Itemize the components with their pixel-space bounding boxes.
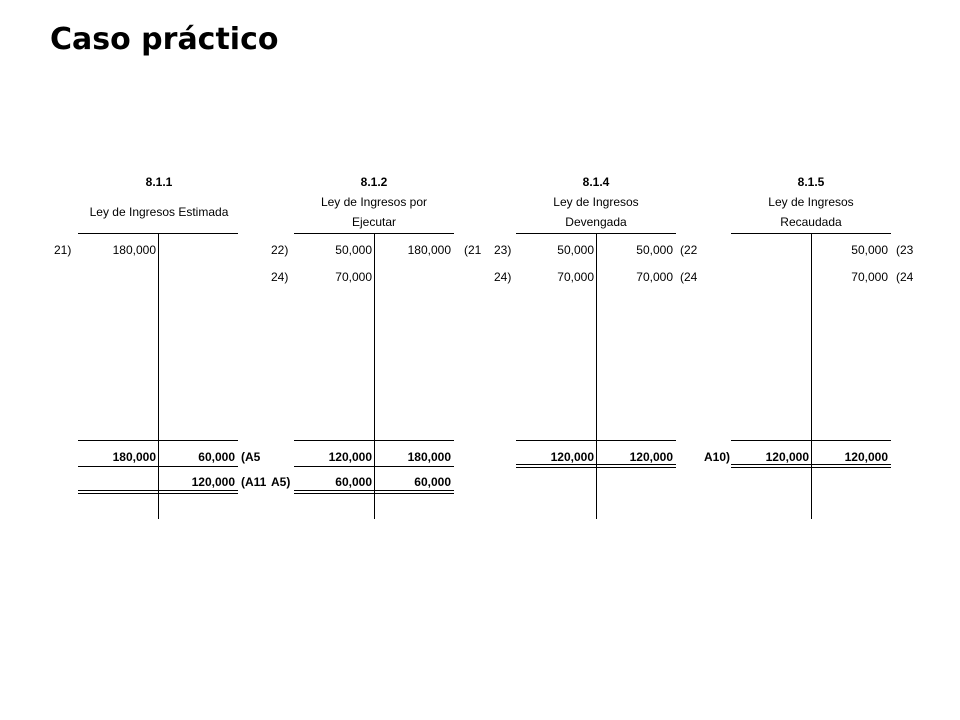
double-rule (731, 464, 891, 468)
entry-ref: A5) (271, 475, 291, 489)
debit-total: 120,000 (765, 450, 809, 464)
total-line (731, 440, 891, 441)
credit-total: 120,000 (844, 450, 888, 464)
entry-ref: (22 (680, 243, 698, 257)
entry-ref: A10) (704, 450, 731, 464)
entry-ref: (21 (464, 243, 482, 257)
entry-ref: 24) (271, 270, 289, 284)
credit-value: 180,000 (407, 243, 451, 257)
account-name: Ley de Ingresos (768, 195, 854, 209)
entry-ref: (23 (896, 243, 914, 257)
account-name: Devengada (565, 215, 627, 229)
closing-credit: 120,000 (191, 475, 235, 489)
debit-total: 120,000 (328, 450, 372, 464)
account-name: Ley de Ingresos (553, 195, 639, 209)
credit-value: 50,000 (851, 243, 888, 257)
closing-debit: 60,000 (335, 475, 372, 489)
entry-ref: (24 (680, 270, 698, 284)
credit-value: 50,000 (636, 243, 673, 257)
account-name: Ejecutar (351, 215, 397, 229)
entry-ref: 23) (494, 243, 512, 257)
entry-ref: 21) (54, 243, 72, 257)
closing-credit: 60,000 (414, 475, 451, 489)
debit-value: 50,000 (335, 243, 372, 257)
debit-total: 180,000 (112, 450, 156, 464)
entry-ref: 24) (494, 270, 512, 284)
entry-ref: (24 (896, 270, 914, 284)
debit-value: 70,000 (557, 270, 594, 284)
entry-ref: (A11 (241, 475, 267, 489)
credit-total: 180,000 (407, 450, 451, 464)
slide-title: Caso práctico (50, 22, 279, 57)
debit-value: 70,000 (335, 270, 372, 284)
debit-total: 120,000 (550, 450, 594, 464)
debit-value: 50,000 (557, 243, 594, 257)
credit-value: 70,000 (636, 270, 673, 284)
t-vertical-line (811, 234, 812, 519)
account-code: 8.1.1 (145, 175, 173, 189)
account-name: Ley de Ingresos por (320, 195, 428, 209)
account-code: 8.1.4 (582, 175, 610, 189)
credit-total: 120,000 (629, 450, 673, 464)
credit-total: 60,000 (198, 450, 235, 464)
account-code: 8.1.2 (360, 175, 388, 189)
entry-ref: (A5 (241, 450, 261, 464)
account-name: Recaudada (780, 215, 842, 229)
account-name: Ley de Ingresos Estimada (89, 205, 229, 219)
entry-ref: 22) (271, 243, 289, 257)
credit-value: 70,000 (851, 270, 888, 284)
account-code: 8.1.5 (797, 175, 825, 189)
debit-value: 180,000 (112, 243, 156, 257)
